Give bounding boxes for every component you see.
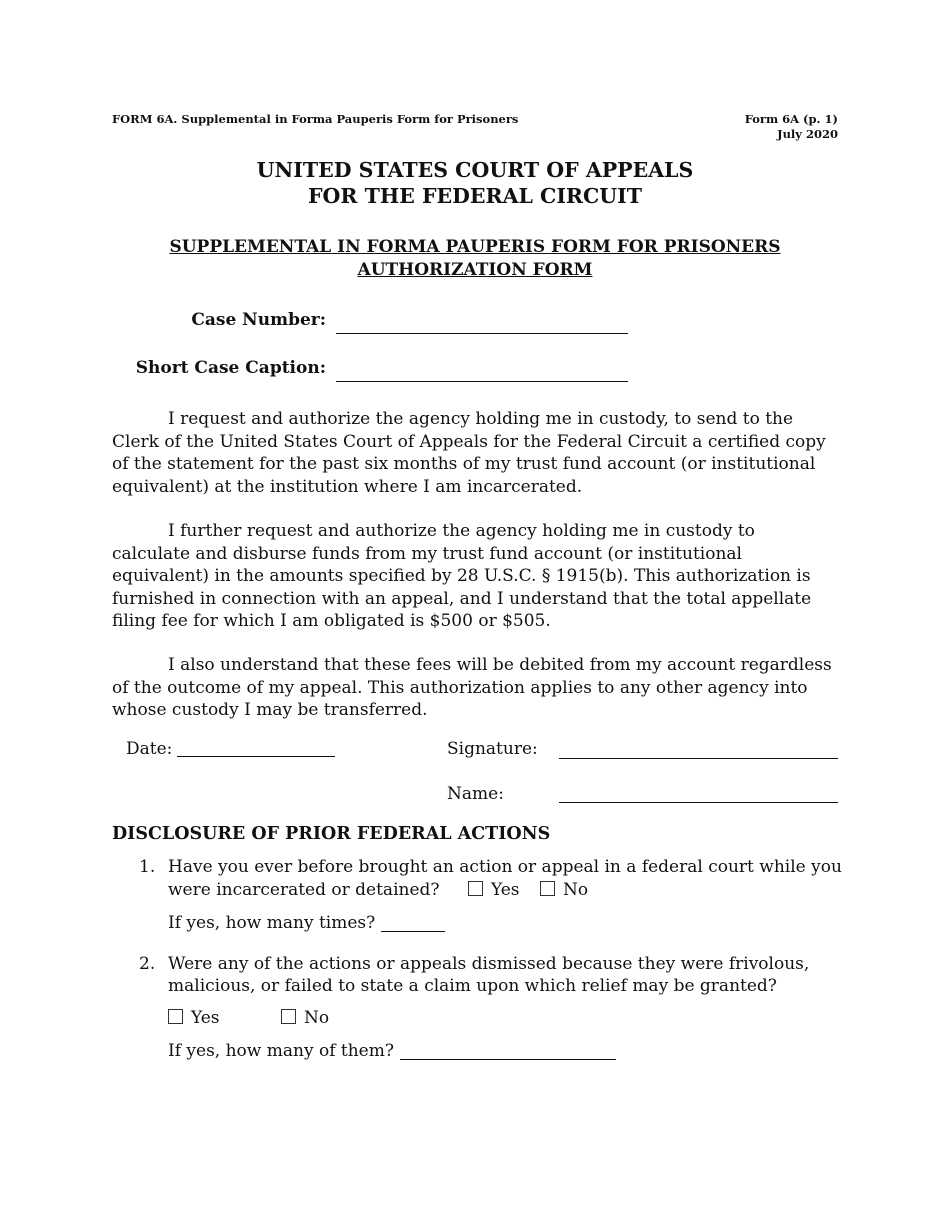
signature-label: Signature: xyxy=(447,739,538,759)
short-caption-label: Short Case Caption: xyxy=(135,358,326,378)
question-2-followup-label: If yes, how many of them? xyxy=(168,1041,394,1061)
name-field[interactable] xyxy=(559,802,838,803)
question-1-no-option[interactable] xyxy=(540,879,588,901)
question-1-followup-label: If yes, how many times? xyxy=(168,913,376,933)
question-1-count-field[interactable] xyxy=(381,915,445,932)
question-1-text-line1: Have you ever before brought an action or appeal in a federal court while you xyxy=(168,857,842,877)
question-2-no-option[interactable] xyxy=(281,1007,329,1029)
question-1-no-label: No xyxy=(563,880,589,900)
question-1-text-line2: were incarcerated or detained? xyxy=(168,880,440,900)
authorization-paragraph-2: I further request and authorize the agency holding me in custody to calculate and disburse funds from my trust fund account (or institutional equivalent) in the amounts specified by 28 U.S.C. § 1915(b). This authorization is furnished in connection with an appeal, and I understand that the total appellate filing fee for which I am obligated is $500 or $505. xyxy=(112,521,812,631)
form-subtitle-line1: SUPPLEMENTAL IN FORMA PAUPERIS FORM FOR PRISONERS xyxy=(169,237,781,257)
court-title-line1: UNITED STATES COURT OF APPEALS xyxy=(256,158,694,182)
form-header-left: FORM 6A. Supplemental in Forma Pauperis Form for Prisoners xyxy=(112,112,519,126)
question-2-no-checkbox[interactable] xyxy=(281,1009,296,1024)
question-1-yes-option[interactable] xyxy=(468,879,520,901)
form-header-right xyxy=(745,112,838,142)
question-2-yes-checkbox[interactable] xyxy=(168,1009,183,1024)
question-1-no-checkbox[interactable] xyxy=(540,881,555,896)
case-number-field[interactable] xyxy=(336,333,628,334)
question-2-count-field[interactable] xyxy=(400,1043,616,1060)
question-1-number: 1. xyxy=(139,857,156,877)
question-2-no-label: No xyxy=(304,1008,330,1028)
question-2-yes-label: Yes xyxy=(191,1008,220,1028)
question-1-yes-label: Yes xyxy=(491,880,520,900)
date-label: Date: xyxy=(126,739,173,759)
question-2-text-line2: malicious, or failed to state a claim upon which relief may be granted? xyxy=(168,976,777,996)
form-subtitle-line2: AUTHORIZATION FORM xyxy=(357,260,593,280)
question-2-followup xyxy=(168,1040,616,1062)
disclosure-heading: DISCLOSURE OF PRIOR FEDERAL ACTIONS xyxy=(112,824,551,844)
question-2-text-line1: Were any of the actions or appeals dismissed because they were frivolous, xyxy=(168,954,810,974)
question-1-followup xyxy=(168,912,445,934)
date-field[interactable] xyxy=(177,756,335,757)
signature-field[interactable] xyxy=(559,758,838,759)
form-number: Form 6A (p. 1) xyxy=(744,112,838,126)
case-number-label: Case Number: xyxy=(191,310,326,330)
authorization-paragraph-1: I request and authorize the agency holding me in custody, to send to the Clerk of the United States Court of Appeals for the Federal Circuit a certified copy of the statement for the past six months of my trust fund account (or institutional equivalent) at the institution where I am incarcerated. xyxy=(112,409,826,497)
question-2-number: 2. xyxy=(139,954,156,974)
name-label: Name: xyxy=(447,784,504,804)
short-caption-field[interactable] xyxy=(336,381,628,382)
question-2-yes-option[interactable] xyxy=(168,1007,220,1029)
court-title-line2: FOR THE FEDERAL CIRCUIT xyxy=(307,184,643,208)
form-date: July 2020 xyxy=(777,127,838,141)
question-1-yes-checkbox[interactable] xyxy=(468,881,483,896)
authorization-paragraph-3: I also understand that these fees will be debited from my account regardless of the outcome of my appeal. This authorization applies to any other agency into whose custody I may be transferred. xyxy=(112,655,832,720)
